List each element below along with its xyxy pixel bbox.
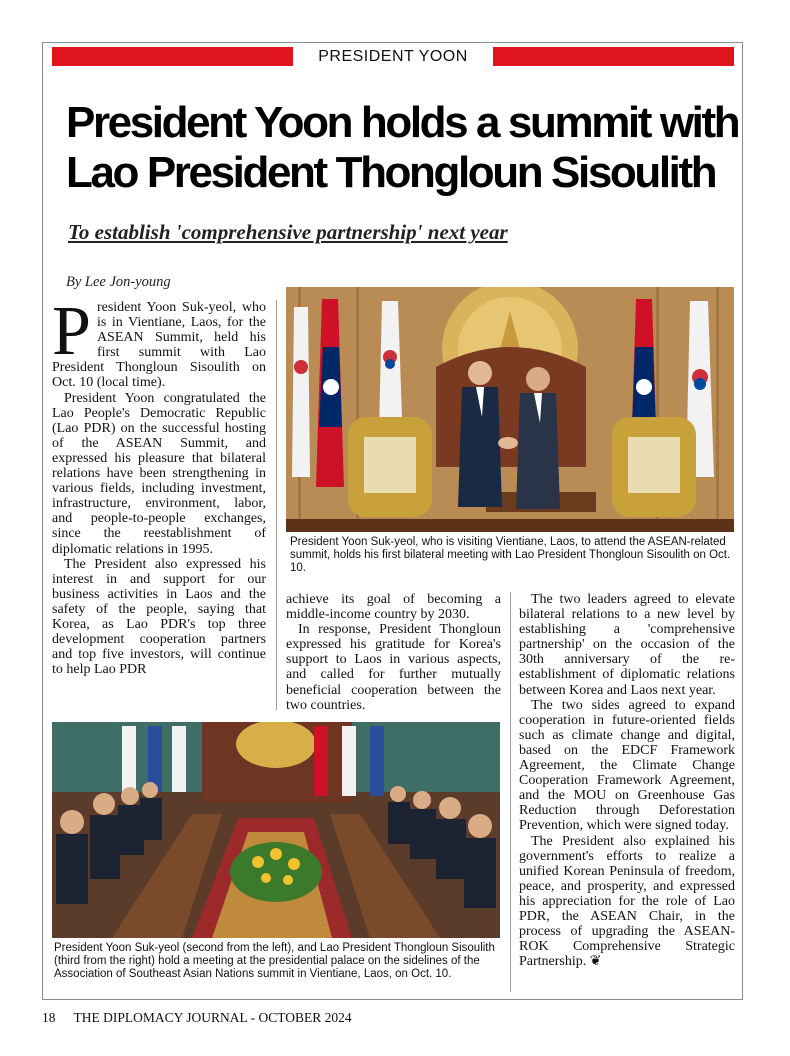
paragraph-7: The President also explained his government's efforts to realize a unified Korean Peninsula of freedom, peace, and prosperity, and expressed his appreciation for the role of Lao PDR, the ASEAN Chair, in the process of upgrading the ASEAN-ROK Comprehensive Strategic Partnership. ❦ (519, 833, 735, 970)
delegation-meeting-photo (52, 722, 500, 938)
summit-handshake-photo (286, 287, 734, 532)
photo-caption-2: President Yoon Suk-yeol (second from the left), and Lao President Thongloun Sisoulith (third from the right) hold a meeting at the presidential palace on the sidelines of the Association of Southeast Asian Nations summit in Vientiane, Laos, on Oct. 10. (54, 942, 495, 980)
article-column-3 (519, 592, 735, 969)
paragraph-2: President Yoon congratulated the Lao People's Democratic Republic (Lao PDR) on the successful hosting of the ASEAN Summit, and expressed his pleasure that bilateral relations have been strengthening in various fields, including investment, infrastructure, environment, labor, and people-to-people exchanges, since the reestablishment of diplomatic relations in 1995. (52, 390, 266, 557)
section-bar-right (493, 47, 734, 66)
byline: By Lee Jon-young (66, 274, 171, 290)
column-divider-2 (510, 592, 511, 992)
paragraph-3-part-1: The President also expressed his interest in and support for our business activities in Laos and the safety of the people, saying that Korea, as Lao PDR's top three development cooperation partners and top five investors, will continue to help Lao PDR (52, 556, 266, 678)
page-footer (42, 1010, 352, 1026)
section-bar-left (52, 47, 293, 66)
drop-cap: P (52, 293, 91, 370)
headline-line-1: President Yoon holds a summit with (66, 98, 739, 147)
paragraph-3-part-2: achieve its goal of becoming a middle-income country by 2030. (286, 592, 501, 623)
article-column-2 (286, 592, 501, 713)
headline-line-2: Lao President Thongloun Sisoulith (66, 148, 716, 197)
photo-caption-1: President Yoon Suk-yeol, who is visiting Vientiane, Laos, to attend the ASEAN-related summit, holds his first bilateral meeting with Lao President Thongloun Sisoulith on Oct. 10. (290, 536, 731, 574)
paragraph-6: The two sides agreed to expand cooperation in future-oriented fields such as climate change and digital, based on the EDCF Framework Agreement, the Climate Change Cooperation Framework Agreement, and the MOU on Greenhouse Gas Reduction through Deforestation Prevention, which were signed today. (519, 697, 735, 834)
paragraph-1: President Yoon Suk-yeol, who is in Vientiane, Laos, for the ASEAN Summit, held his first summit with Lao President Thongloun Sisoulith on Oct. 10 (local time). (52, 293, 266, 391)
publication-name: THE DIPLOMACY JOURNAL - OCTOBER 2024 (73, 1010, 352, 1025)
subheadline: To establish 'comprehensive partnership' next year (68, 220, 508, 244)
paragraph-5: The two leaders agreed to elevate bilateral relations to a new level by establishing a 'comprehensive partnership' on the occasion of the 30th anniversary of the re-establishment of diplomatic relations between Korea and Laos next year. (519, 592, 735, 698)
paragraph-4: In response, President Thongloun expressed his gratitude for Korea's support to Laos in various aspects, and called for further mutually beneficial cooperation between the two countries. (286, 622, 501, 713)
end-mark-icon: ❦ (589, 954, 602, 970)
headline (66, 98, 746, 198)
column-divider-1 (276, 300, 277, 710)
article-column-1 (52, 293, 266, 678)
page-number: 18 (42, 1010, 56, 1025)
section-label: PRESIDENT YOON (318, 48, 468, 65)
